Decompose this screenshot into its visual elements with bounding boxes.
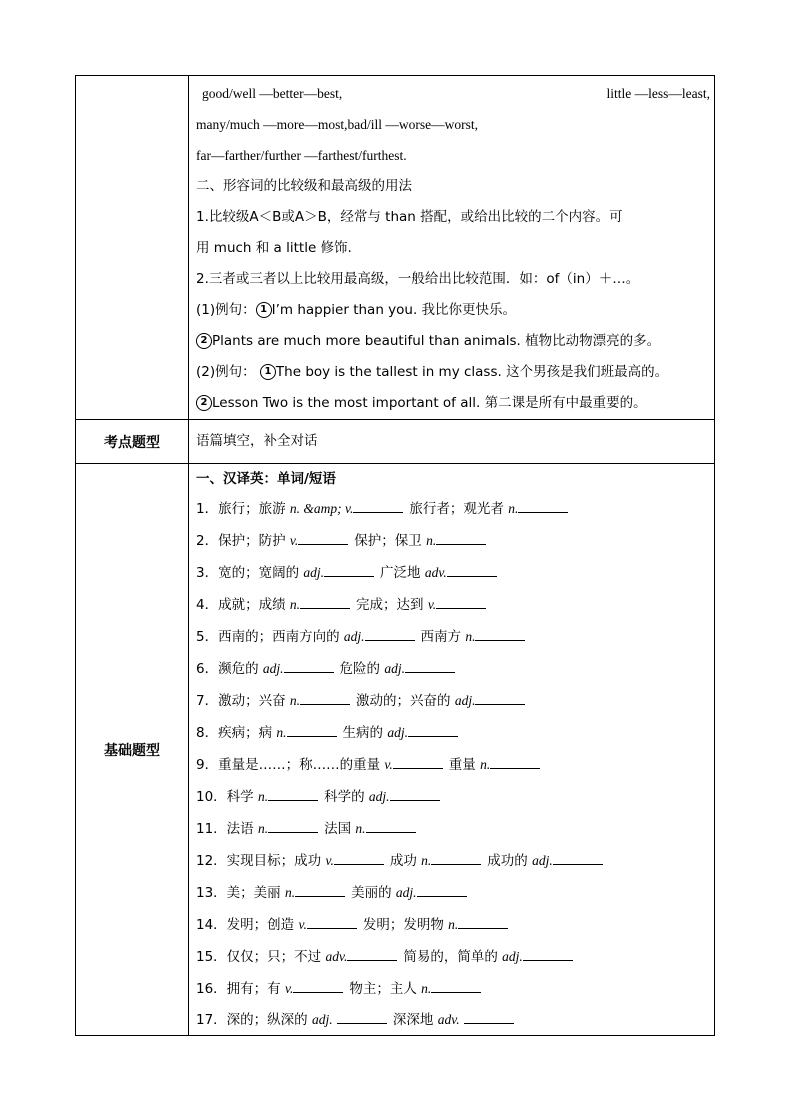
part-of-speech: n. (426, 533, 437, 548)
part-of-speech: adj. (262, 661, 284, 676)
part-of-speech: adv. (437, 1012, 460, 1027)
vocab-item (196, 493, 710, 525)
part-of-speech: v. (325, 853, 334, 868)
vocab-item (196, 973, 710, 1005)
vocab-text: 8．疾病；病 (196, 725, 277, 741)
part-of-speech: adj. (343, 629, 365, 644)
circled-number-1-icon: 1 (256, 302, 272, 318)
example-1-prefix: (1)例句： (196, 302, 256, 318)
vocab-item (196, 813, 710, 845)
vocab-text: 深深地 (392, 1012, 438, 1028)
vocab-text: 14．发明；创造 (196, 917, 299, 933)
answer-blank[interactable] (436, 596, 486, 609)
part-of-speech: adj. (311, 1012, 333, 1027)
vocab-text: 13．美；美丽 (196, 885, 285, 901)
vocab-item (196, 717, 710, 749)
answer-blank[interactable] (523, 948, 573, 961)
part-of-speech: v. (384, 757, 393, 772)
vocab-text: 4．成就；成绩 (196, 597, 290, 613)
answer-blank[interactable] (298, 532, 348, 545)
circled-number-2-icon: 2 (196, 333, 212, 349)
part-of-speech: n. (257, 821, 269, 836)
worksheet-table (75, 75, 715, 1036)
answer-blank[interactable] (447, 564, 497, 577)
example-1-line-2 (196, 326, 710, 357)
vocab-item (196, 653, 710, 685)
vocab-text: 激动的；兴奋的 (356, 693, 455, 709)
example-1-sentence-2: Plants are much more beautiful than animals. 植物比动物漂亮的多。 (212, 333, 661, 349)
answer-blank[interactable] (431, 852, 481, 865)
vocab-list (196, 493, 710, 1035)
good-well-forms: good/well —better—best, (202, 86, 343, 101)
answer-blank[interactable] (334, 852, 384, 865)
rule-1-line-b: 用 much 和 a little 修饰. (196, 240, 352, 256)
answer-blank[interactable] (307, 916, 357, 929)
comparison-line-3: far—farther/further —farthest/furthest. (196, 148, 407, 163)
answer-blank[interactable] (365, 628, 415, 641)
rule-1-line-a: 1.比较级A＜B或A＞B，经常与 than 搭配，或给出比较的二个内容。可 (196, 209, 623, 225)
example-2-prefix: (2)例句： (196, 364, 256, 380)
answer-blank[interactable] (408, 724, 458, 737)
answer-blank[interactable] (436, 532, 486, 545)
rule-2: 2.三者或三者以上比较用最高级，一般给出比较范围．如：of（in）＋…。 (196, 271, 640, 287)
part-of-speech: n. (465, 629, 476, 644)
vocab-item (196, 621, 710, 653)
answer-blank[interactable] (390, 788, 440, 801)
answer-blank[interactable] (518, 500, 568, 513)
part-of-speech: adv. (325, 949, 348, 964)
part-of-speech: adj. (454, 693, 476, 708)
part-of-speech: n. (289, 597, 301, 612)
part-of-speech: adj. (368, 789, 390, 804)
comparison-line-1 (196, 78, 710, 109)
part-of-speech: adj. (387, 725, 408, 740)
answer-blank[interactable] (366, 820, 416, 833)
answer-blank[interactable] (464, 1011, 514, 1024)
vocab-item (196, 525, 710, 557)
vocab-text: 成功 (389, 853, 422, 869)
vocab-text: 简易的，简单的 (403, 949, 503, 965)
exam-type-text: 语篇填空，补全对话 (196, 433, 318, 449)
vocab-text: 科学的 (324, 789, 369, 805)
vocab-text: 5．西南的；西南方向的 (196, 629, 344, 645)
part-of-speech: n. (276, 725, 287, 740)
vocab-text: 12．实现目标；成功 (196, 853, 326, 869)
vocab-item (196, 941, 710, 973)
vocab-text: 10．科学 (196, 789, 258, 805)
example-2-sentence-1: The boy is the tallest in my class. 这个男孩是我们班最高的。 (275, 364, 669, 380)
vocab-text: 7．激动；兴奋 (196, 693, 290, 709)
circled-number-2-icon: 2 (196, 395, 212, 411)
vocab-text: 生病的 (342, 725, 388, 741)
exam-type-row (76, 420, 715, 464)
vocab-text: 西南方 (420, 629, 466, 645)
part-of-speech: n. (448, 917, 459, 932)
part-of-speech: n. (284, 885, 296, 900)
translation-heading: 一、汉译英：单词/短语 (196, 471, 336, 487)
basic-questions-row (76, 464, 715, 1036)
part-of-speech: adj. (532, 853, 553, 868)
answer-blank[interactable] (300, 692, 350, 705)
vocab-text: 17．深的；纵深的 (196, 1012, 312, 1028)
vocab-item (196, 781, 710, 813)
part-of-speech: v. (298, 917, 307, 932)
answer-blank[interactable] (293, 980, 343, 993)
vocab-text: 旅行者；观光者 (409, 501, 509, 517)
vocab-item (196, 685, 710, 717)
basic-questions-label: 基础题型 (76, 464, 189, 1036)
example-1-sentence-1: I’m happier than you. 我比你更快乐。 (271, 302, 517, 318)
part-of-speech: n. (421, 853, 432, 868)
vocab-item (196, 749, 710, 781)
answer-blank[interactable] (268, 820, 318, 833)
part-of-speech: adv. (424, 565, 447, 580)
comparison-line-2: many/much —more—most,bad/ill —worse—worst, (196, 117, 478, 132)
vocab-text: 3．宽的；宽阔的 (196, 565, 304, 581)
example-2-line (196, 357, 710, 388)
part-of-speech: n. (257, 789, 269, 804)
vocab-item (196, 909, 710, 941)
vocab-text: 广泛地 (380, 565, 425, 581)
vocab-text: 成功的 (487, 853, 533, 869)
vocab-text: 法国 (324, 821, 356, 837)
grammar-row (76, 76, 715, 420)
answer-blank[interactable] (337, 1011, 387, 1024)
circled-number-1-icon: 1 (260, 364, 276, 380)
part-of-speech: n. (421, 981, 432, 996)
part-of-speech: v. (427, 597, 437, 612)
example-2-line-2 (196, 388, 710, 419)
answer-blank[interactable] (268, 788, 318, 801)
vocab-text: 危险的 (339, 661, 385, 677)
vocab-text: 1．旅行；旅游 (196, 501, 290, 517)
answer-blank[interactable] (393, 756, 443, 769)
answer-blank[interactable] (475, 628, 525, 641)
answer-blank[interactable] (490, 756, 540, 769)
part-of-speech: n. &amp; v. (289, 501, 354, 516)
part-of-speech: v. (289, 533, 299, 548)
answer-blank[interactable] (353, 500, 403, 513)
vocab-text: 保护；保卫 (354, 533, 427, 549)
vocab-text: 2．保护；防护 (196, 533, 290, 549)
example-2-sentence-2: Lesson Two is the most important of all. 第二课是所有中最重要的。 (212, 395, 647, 411)
grammar-row-label-cell (76, 76, 189, 420)
answer-blank[interactable] (324, 564, 374, 577)
vocab-text: 15．仅仅；只；不过 (196, 949, 326, 965)
exam-type-cell (189, 420, 715, 464)
answer-blank[interactable] (300, 596, 350, 609)
vocab-item (196, 557, 710, 589)
answer-blank[interactable] (475, 692, 525, 705)
vocab-text: 重量 (448, 757, 481, 773)
answer-blank[interactable] (287, 724, 337, 737)
exam-type-label: 考点题型 (76, 420, 189, 464)
basic-questions-cell (189, 464, 715, 1036)
vocab-item (196, 877, 710, 909)
part-of-speech: n. (355, 821, 366, 836)
vocab-text: 6．濒危的 (196, 661, 263, 677)
example-1-line (196, 295, 710, 326)
vocab-text: 16．拥有；有 (196, 981, 285, 997)
part-of-speech: n. (289, 693, 301, 708)
part-of-speech: n. (480, 757, 491, 772)
usage-heading: 二、形容词的比较级和最高级的用法 (196, 178, 412, 194)
answer-blank[interactable] (295, 884, 345, 897)
vocab-text: 物主；主人 (349, 981, 422, 997)
answer-blank[interactable] (417, 884, 467, 897)
part-of-speech: adj. (303, 565, 325, 580)
vocab-text: 9．重量是……；称……的重量 (196, 757, 385, 773)
answer-blank[interactable] (431, 980, 481, 993)
part-of-speech: adj. (384, 661, 405, 676)
grammar-content-cell (189, 76, 715, 420)
part-of-speech: v. (284, 981, 294, 996)
answer-blank[interactable] (405, 660, 455, 673)
little-forms: little —less—least, (606, 86, 710, 101)
part-of-speech: adj. (395, 885, 417, 900)
vocab-text: 完成；达到 (356, 597, 428, 613)
vocab-item (196, 845, 710, 877)
vocab-text: 发明；发明物 (362, 917, 449, 933)
part-of-speech: n. (508, 501, 519, 516)
answer-blank[interactable] (553, 852, 603, 865)
answer-blank[interactable] (458, 916, 508, 929)
answer-blank[interactable] (347, 948, 397, 961)
answer-blank[interactable] (284, 660, 334, 673)
vocab-text: 美丽的 (351, 885, 396, 901)
vocab-item (196, 589, 710, 621)
vocab-text: 11．法语 (196, 821, 258, 837)
vocab-item (196, 1005, 710, 1035)
part-of-speech: adj. (502, 949, 523, 964)
